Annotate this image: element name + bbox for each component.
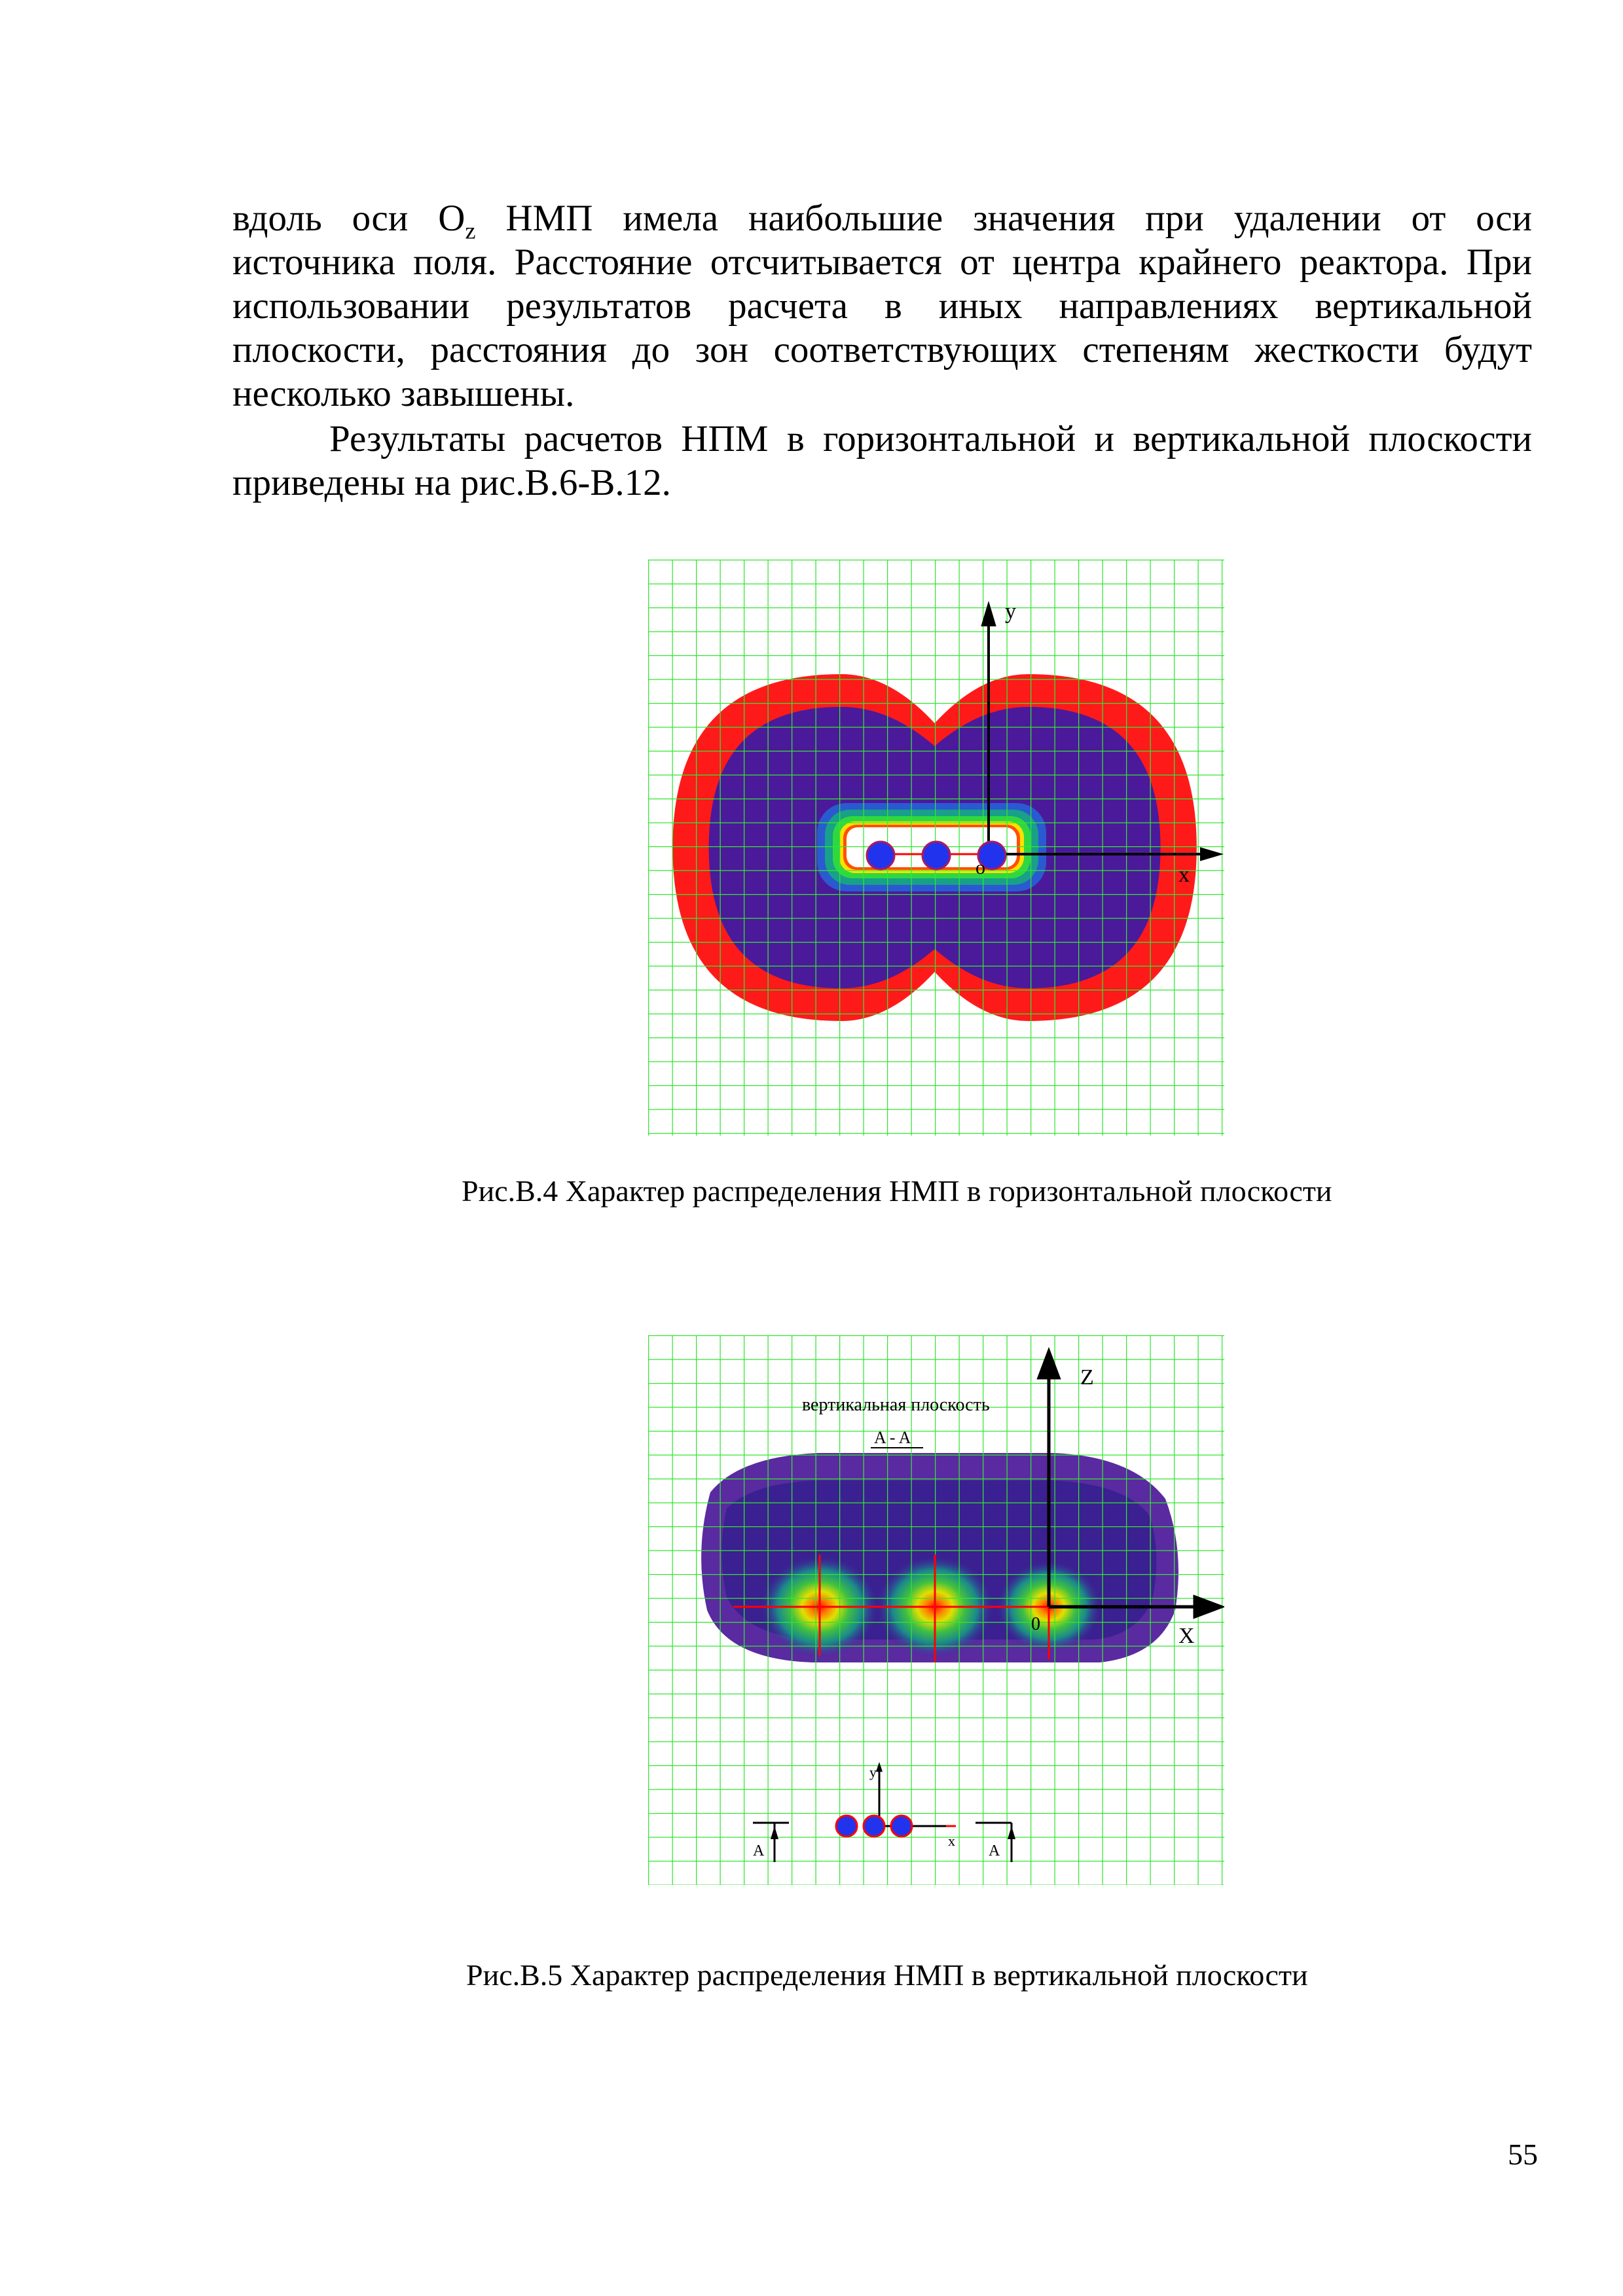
- figure1-caption: Рис.В.4 Характер распределения НМП в горизонтальной плоскости: [462, 1174, 1332, 1208]
- body-paragraph-1: [232, 196, 1532, 416]
- inset-reactor-2-icon: [864, 1816, 884, 1837]
- reactor-1-icon: [867, 842, 894, 869]
- figure2-inset-x-label: x: [948, 1833, 955, 1849]
- inset-reactor-3-icon: [891, 1816, 912, 1837]
- paragraph-2-line-1: Результаты расчетов НПМ в горизонтальной и вертикальной плоскости: [329, 418, 1532, 459]
- figure2-plane-title: вертикальная плоскость: [802, 1395, 990, 1415]
- paragraph-1-line-5: несколько завышены.: [232, 373, 575, 414]
- figure2-axis-x-label: X: [1178, 1624, 1195, 1648]
- figure2-grid: [648, 1335, 1224, 1885]
- section-marker-left-label: A: [753, 1842, 765, 1859]
- page-number: 55: [1508, 2138, 1538, 2171]
- section-marker-right-label: A: [989, 1842, 1000, 1859]
- figure2-origin-label: 0: [1031, 1614, 1040, 1634]
- figure-vertical-plane: [648, 1335, 1224, 1885]
- paragraph-1-line-1: вдоль оси $O_z$ НМП имела наибольшие значения при удалении от оси: [232, 198, 1532, 244]
- figure2-inset-y-label: y: [869, 1764, 877, 1780]
- paragraph-2-line-2: приведены на рис.В.6-В.12.: [232, 462, 671, 503]
- paragraph-1-line-2: источника поля. Расстояние отсчитывается от центра крайнего реактора. При: [232, 242, 1532, 283]
- figure2-axis-z-label: Z: [1080, 1365, 1094, 1390]
- figure2-caption: Рис.В.5 Характер распределения НМП в вертикальной плоскости: [466, 1958, 1308, 1992]
- paragraph-1-line-4: плоскости, расстояния до зон соответствующих степеням жесткости будут: [232, 329, 1532, 370]
- figure-horizontal-plane: [648, 560, 1224, 1136]
- inset-reactor-1-icon: [836, 1816, 857, 1837]
- figure1-axis-y-label: y: [1005, 600, 1016, 624]
- body-paragraph-2: [232, 417, 1532, 505]
- reactor-2-icon: [922, 842, 950, 869]
- paragraph-1-line-3: использовании результатов расчета в иных направлениях вертикальной: [232, 285, 1532, 327]
- figure2-section-label: A - A: [874, 1428, 911, 1447]
- figure1-axis-x-label: x: [1178, 863, 1190, 887]
- figure1-origin-label: o: [976, 857, 985, 878]
